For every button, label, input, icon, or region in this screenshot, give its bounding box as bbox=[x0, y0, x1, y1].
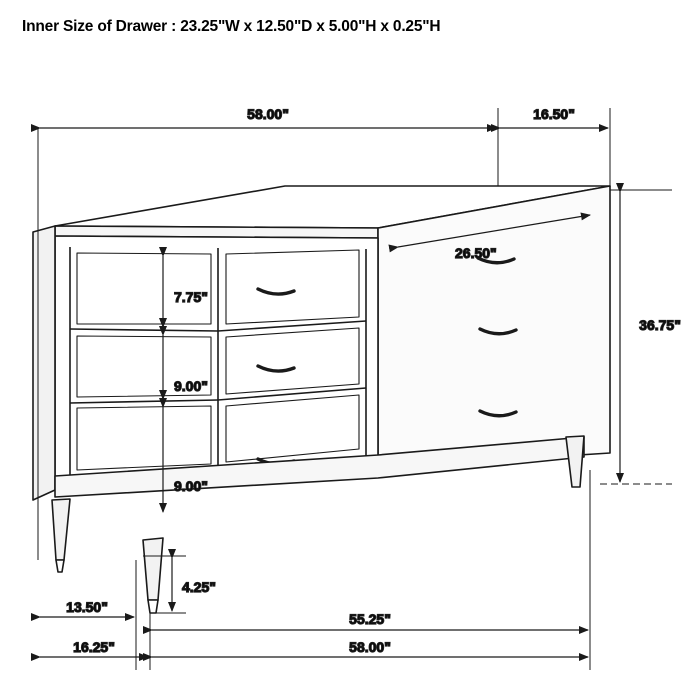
page-title: Inner Size of Drawer : 23.25"W x 12.50"D x 5.00"H x 0.25"H bbox=[22, 18, 441, 35]
dim-base-mid-label: 55.25" bbox=[349, 611, 391, 627]
dim-base-left-label: 13.50" bbox=[66, 599, 108, 615]
dim-leg-height-label: 4.25" bbox=[182, 579, 216, 595]
drawer-face-top-right bbox=[226, 250, 359, 324]
leg-front-right-foot bbox=[148, 600, 158, 613]
dim-drawer-width-label: 26.50" bbox=[455, 245, 497, 261]
dim-h2-label: 9.00" bbox=[174, 378, 208, 394]
leg-front-left bbox=[52, 499, 70, 560]
dresser-right-side bbox=[378, 186, 610, 468]
dim-right-height-label: 36.75" bbox=[639, 317, 681, 333]
leg-front-left-foot bbox=[56, 560, 64, 572]
dim-h1-label: 7.75" bbox=[174, 289, 208, 305]
dim-top-depth-label: 16.50" bbox=[533, 106, 575, 122]
dim-base-bottom-label: 58.00" bbox=[349, 639, 391, 655]
dim-top-width-label: 58.00" bbox=[247, 106, 289, 122]
dresser-left-side bbox=[33, 226, 55, 500]
dresser-illustration bbox=[33, 186, 610, 613]
drawer-face-bottom-left bbox=[77, 406, 211, 470]
leg-back-right bbox=[566, 436, 584, 487]
leg-front-right bbox=[143, 538, 163, 600]
drawer-face-mid-right bbox=[226, 328, 359, 394]
dim-base-bottom-left-label: 16.25" bbox=[73, 639, 115, 655]
dim-h3-label: 9.00" bbox=[174, 478, 208, 494]
